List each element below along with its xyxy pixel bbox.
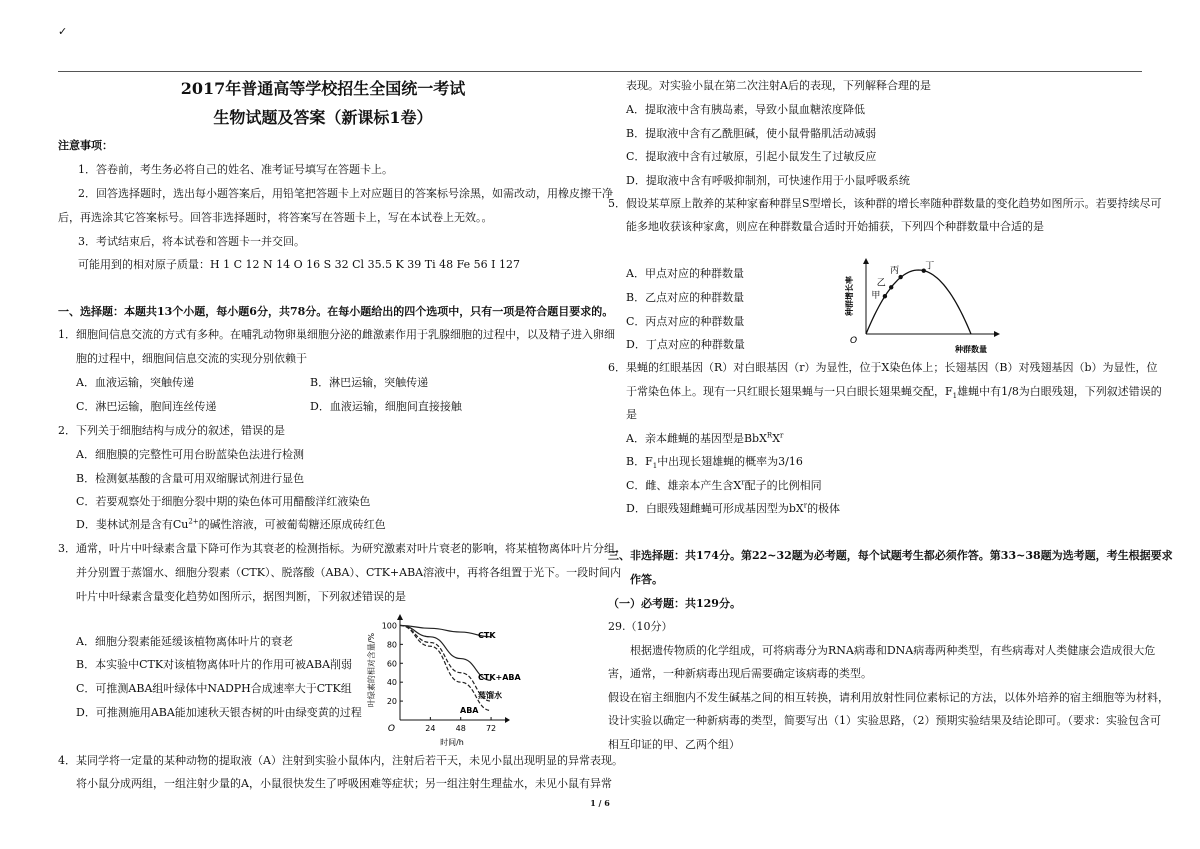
q6-option-b: B．$F_1$中出现长翅雄蝇的概率为3/16	[626, 455, 803, 471]
q29-paragraph: 相互印证的甲、乙两个组）	[608, 738, 740, 751]
x-axis-title: 种群数量	[955, 345, 987, 354]
series-label: ABA	[460, 706, 479, 715]
q29-paragraph: 害，通常，一种新病毒出现后需要确定该病毒的类型。	[608, 667, 872, 680]
series-label: 蒸馏水	[478, 691, 502, 700]
q6-stem: 6．果蝇的红眼基因（R）对白眼基因（r）为显性，位于X染色体上；长翅基因（B）对残翅基因（b）为显性，位	[608, 361, 1158, 374]
q4-option-d: D．提取液中含有呼吸抑制剂，可快速作用于小鼠呼吸系统	[626, 174, 910, 187]
q4-option-c: C．提取液中含有过敏原，引起小鼠发生了过敏反应	[626, 150, 877, 163]
y-axis-title: 叶绿素的相对含量/%	[367, 632, 376, 708]
point-甲	[883, 294, 887, 298]
page-number: 1 / 6	[590, 798, 610, 808]
notice-heading: 注意事项：	[58, 139, 113, 152]
q3-stem: 叶片中叶绿素含量变化趋势如图所示，据图判断，下列叙述错误的是	[76, 590, 406, 603]
q2-option-b: B．检测氨基酸的含量可用双缩脲试剂进行显色	[76, 472, 305, 485]
x-tick-label: 72	[485, 724, 497, 733]
x-tick-label: 24	[425, 724, 436, 733]
section3-heading: 三、非选择题：共174分。第22~32题为必考题，每个试题考生都必须作答。第33~38题为选考题，考生根据要求	[608, 549, 1173, 562]
q29-paragraph: 设计实验以确定一种新病毒的类型，简要写出（1）实验思路，（2）预期实验结果及结论即可。（要求：实验包含可	[608, 714, 1161, 727]
y-tick-label: 20	[386, 697, 397, 707]
q5-option-b: B．乙点对应的种群数量	[626, 291, 745, 304]
q4-stem: 将小鼠分成两组，一组注射少量的A，小鼠很快发生了呼吸困难等症状；另一组注射生理盐水，未见小鼠有异常	[76, 777, 612, 790]
q6-option-c: C．雌、雄亲本产生含$X^r$配子的比例相同	[626, 478, 822, 492]
section1-heading: 一、选择题：本题共13个小题，每小题6分，共78分。在每小题给出的四个选项中，只有一项是符合题目要求的。	[58, 305, 614, 318]
q29-paragraph: 假设在宿主细胞内不发生碱基之间的相互转换，请利用放射性同位素标记的方法，以体外培养的宿主细胞等为材料，	[608, 691, 1169, 704]
section3-subheading: （一）必考题：共129分。	[608, 597, 741, 610]
y-tick-label: 100	[381, 621, 397, 631]
q29-paragraph: 根据遗传物质的化学组成，可将病毒分为RNA病毒和DNA病毒两种类型，有些病毒对人类健康会造成很大危	[630, 644, 1156, 657]
q5-stem: 能多地收获该种家禽，则应在种群数量合适时开始捕获，下列四个种群数量中合适的是	[626, 220, 1044, 233]
q3-option-c: C．可推测ABA组叶绿体中NADPH合成速率大于CTK组	[76, 682, 352, 695]
x-axis-title: 时间/h	[440, 738, 464, 747]
notice-item: 2．回答选择题时，选出每小题答案后，用铅笔把答题卡上对应题目的答案标号涂黑，如需改动，用橡皮擦干净	[78, 187, 613, 200]
q2-option-d: D．斐林试剂是含有$Cu^{2+}$的碱性溶液，可被葡萄糖还原成砖红色	[76, 517, 386, 531]
q3-option-b: B．本实验中CTK对该植物离体叶片的作用可被ABA削弱	[76, 658, 353, 671]
point-label: 甲	[871, 291, 881, 302]
q4-option-b: B．提取液中含有乙酰胆碱，使小鼠骨骼肌活动减弱	[626, 127, 877, 140]
chlorophyll-chart	[360, 610, 560, 755]
growth-rate-chart	[832, 258, 1012, 358]
q1-option-b: B．淋巴运输，突触传递	[310, 376, 429, 389]
exam-subtitle: 生物试题及答案（新课标1卷）	[213, 108, 433, 127]
x-tick-label: 48	[455, 724, 466, 733]
x-axis-arrow	[505, 717, 510, 723]
q3-stem: 3．通常，叶片中叶绿素含量下降可作为其衰老的检测指标。为研究激素对叶片衰老的影响，将某植物离体叶片分组，	[58, 542, 626, 555]
q6-option-d: D．白眼残翅雌蝇可形成基因型为$bX^r$的极体	[626, 501, 841, 515]
q5-option-d: D．丁点对应的种群数量	[626, 338, 745, 351]
point-label: 丙	[890, 266, 900, 277]
growth-rate-labels	[844, 261, 987, 354]
q1-option-a: A．血液运输，突触传递	[76, 376, 194, 389]
notice-item: 后，再选涂其它答案标号。回答非选择题时，将答案写在答题卡上，写在本试卷上无效。。	[58, 211, 493, 224]
y-tick-label: 40	[386, 678, 397, 688]
checkmark: ✓	[58, 25, 68, 38]
exam-title: 2017年普通高等学校招生全国统一考试	[180, 79, 466, 98]
header-rule	[58, 71, 1142, 72]
q3-stem: 并分别置于蒸馏水、细胞分裂素（CTK）、脱落酸（ABA）、CTK+ABA溶液中，再将各组置于光下。一段时间内	[76, 566, 622, 579]
atomic-mass-line: 可能用到的相对原子质量：H 1 C 12 N 14 O 16 S 32 Cl 35.5 K 39 Ti 48 Fe 56 I 127	[78, 258, 520, 271]
y-tick-label: 60	[386, 659, 397, 669]
q6-stem: 于常染色体上。现有一只红眼长翅果蝇与一只白眼长翅果蝇交配，$F_1$雄蝇中有1/8为白眼残翅，下列叙述错误的	[626, 385, 1162, 401]
q6-option-a: A．亲本雌蝇的基因型是$BbX^RX^r$	[626, 431, 784, 445]
y-tick-label: 80	[386, 640, 397, 650]
q4-option-a: A．提取液中含有胰岛素，导致小鼠血糖浓度降低	[626, 103, 865, 116]
section3-heading: 作答。	[630, 573, 663, 586]
x-axis-arrow	[994, 331, 1000, 337]
q29-number: 29.（10分）	[608, 620, 673, 633]
point-乙	[889, 285, 893, 289]
notice-item: 3．考试结束后，将本试卷和答题卡一并交回。	[78, 235, 305, 248]
q3-option-a: A．细胞分裂素能延缓该植物离体叶片的衰老	[76, 635, 293, 648]
point-label: 丁	[925, 261, 935, 272]
q1-option-d: D．血液运输，细胞间直接接触	[310, 400, 462, 413]
q5-option-c: C．丙点对应的种群数量	[626, 315, 745, 328]
q2-option-c: C．若要观察处于细胞分裂中期的染色体可用醋酸洋红液染色	[76, 495, 371, 508]
q1-option-c: C．淋巴运输，胞间连丝传递	[76, 400, 217, 413]
q4-stem: 4．某同学将一定量的某种动物的提取液（A）注射到实验小鼠体内，注射后若干天，未见小鼠出现明显的异常表现。	[58, 754, 623, 767]
q5-option-a: A．甲点对应的种群数量	[626, 267, 744, 280]
q5-stem: 5．假设某草原上散养的某种家畜种群呈S型增长，该种群的增长率随种群数量的变化趋势如图所示。若要持续尽可	[608, 197, 1162, 210]
q1-stem: 胞的过程中，细胞间信息交流的实现分别依赖于	[76, 352, 307, 365]
series-label: CTK	[478, 631, 496, 640]
notice-item: 1．答卷前，考生务必将自己的姓名、准考证号填写在答题卡上。	[78, 163, 393, 176]
q1-stem: 1．细胞间信息交流的方式有多种。在哺乳动物卵巢细胞分泌的雌激素作用于乳腺细胞的过程中，以及精子进入卵细	[58, 328, 615, 341]
q6-stem: 是	[626, 408, 637, 421]
y-axis-arrow	[863, 258, 869, 264]
q2-option-a: A．细胞膜的完整性可用台盼蓝染色法进行检测	[76, 448, 304, 461]
q2-stem: 2．下列关于细胞结构与成分的叙述，错误的是	[58, 424, 285, 437]
chlorophyll-labels	[366, 621, 522, 747]
q4-stem: 表现。对实验小鼠在第二次注射A后的表现，下列解释合理的是	[626, 79, 931, 92]
q3-option-d: D．可推测施用ABA能加速秋天银杏树的叶由绿变黄的过程	[76, 706, 362, 719]
series-label: CTK+ABA	[478, 673, 521, 682]
y-axis-arrow	[397, 614, 403, 620]
origin-label: O	[387, 724, 395, 734]
point-label: 乙	[876, 278, 886, 289]
origin-label: O	[850, 336, 858, 346]
y-axis-title: 种群增长率	[845, 276, 854, 316]
